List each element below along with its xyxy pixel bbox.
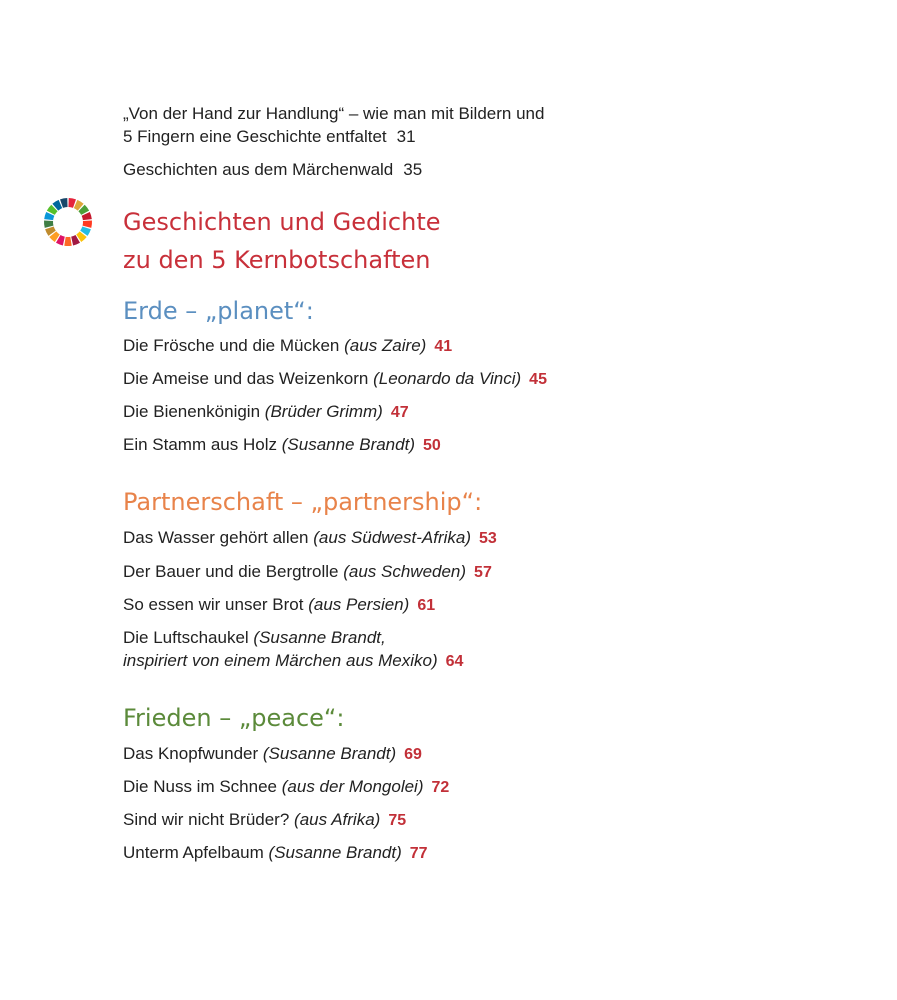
entry-author: (aus Zaire): [344, 336, 427, 355]
page-number: 77: [409, 845, 428, 862]
entry-title: Geschichten aus dem Märchenwald: [123, 160, 394, 179]
toc-entry[interactable]: [123, 335, 452, 358]
entry-author: (aus Südwest-Afrika): [313, 528, 472, 547]
entry-title: Die Nuss im Schnee: [123, 777, 278, 796]
entry-title: Die Luftschaukel: [123, 628, 249, 647]
toc-entry[interactable]: [123, 103, 544, 125]
section-heading-line2: zu den 5 Kernbotschaften: [123, 246, 431, 274]
entry-title: 5 Fingern eine Geschichte entfaltet: [123, 127, 387, 146]
toc-entry[interactable]: [123, 776, 449, 799]
entry-author: (Susanne Brandt): [281, 435, 415, 454]
entry-title: „Von der Hand zur Handlung“ – wie man mit Bildern und: [123, 104, 545, 123]
entry-author: inspiriert von einem Märchen aus Mexiko): [123, 651, 438, 670]
entry-title: Das Wasser gehört allen: [123, 528, 309, 547]
page-number: 45: [529, 371, 547, 388]
entry-title: Ein Stamm aus Holz: [123, 435, 277, 454]
entry-author: (Leonardo da Vinci): [373, 369, 522, 388]
page-number: 69: [404, 746, 422, 763]
page-number: 64: [445, 653, 464, 670]
sdg-segment: [44, 221, 53, 228]
entry-title: Der Bauer und die Bergtrolle: [123, 562, 339, 581]
entry-author: (Susanne Brandt): [268, 843, 402, 862]
entry-author: (aus Persien): [308, 595, 410, 614]
entry-title: Die Ameise und das Weizenkorn: [123, 369, 369, 388]
entry-title: Die Frösche und die Mücken: [123, 336, 340, 355]
toc-entry[interactable]: [123, 842, 428, 865]
entry-title: Die Bienenkönigin: [123, 402, 261, 421]
sdg-segment: [64, 237, 71, 246]
category-heading: Frieden – „peace“:: [123, 704, 345, 732]
entry-author: (Susanne Brandt): [262, 744, 397, 763]
toc-entry[interactable]: [123, 627, 386, 649]
entry-author: (aus der Mongolei): [281, 777, 424, 796]
toc-entry[interactable]: [123, 650, 463, 673]
entry-author: (aus Afrika): [294, 810, 381, 829]
entry-author: (Brüder Grimm): [264, 402, 383, 421]
toc-entry[interactable]: [123, 159, 422, 181]
section-heading: Geschichten und Gedichte: [123, 208, 441, 236]
entry-title: So essen wir unser Brot: [123, 595, 304, 614]
page-number: 53: [479, 530, 497, 547]
toc-entry[interactable]: [123, 594, 435, 617]
category-heading: Partnerschaft – „partnership“:: [123, 488, 483, 516]
toc-entry[interactable]: [123, 809, 406, 832]
entry-title: Unterm Apfelbaum: [123, 843, 264, 862]
toc-entry[interactable]: [123, 401, 409, 424]
toc-entry[interactable]: [123, 743, 422, 766]
sdg-wheel-icon: [43, 197, 93, 247]
page-number: 35: [403, 160, 423, 179]
sdg-segment: [83, 221, 92, 228]
toc-entry[interactable]: [123, 527, 497, 550]
category-heading: Erde – „planet“:: [123, 297, 314, 325]
entry-title: Sind wir nicht Brüder?: [123, 810, 290, 829]
toc-entry-cont[interactable]: [123, 126, 416, 148]
page-number: 57: [474, 564, 492, 581]
page-number: 50: [422, 437, 441, 454]
toc-entry[interactable]: [123, 561, 492, 584]
toc-entry[interactable]: [123, 434, 441, 457]
toc-entry[interactable]: [123, 368, 547, 391]
entry-author: (aus Schweden): [343, 562, 467, 581]
page-number: 72: [431, 779, 450, 796]
page-number: 31: [396, 127, 416, 146]
page-number: 47: [390, 404, 409, 421]
page-number: 41: [434, 338, 453, 355]
page-number: 75: [388, 812, 407, 829]
page-number: 61: [417, 597, 436, 614]
entry-author: (Susanne Brandt,: [253, 628, 386, 647]
entry-title: Das Knopfwunder: [123, 744, 259, 763]
